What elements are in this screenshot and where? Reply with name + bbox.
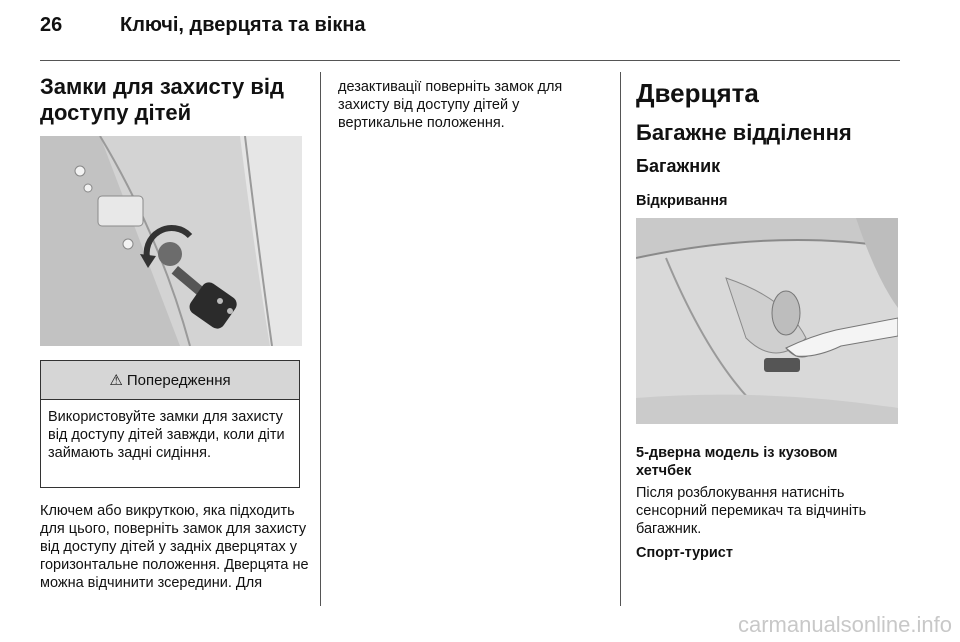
- column-divider-left: [320, 72, 321, 606]
- header-rule: [40, 60, 900, 61]
- watermark: carmanualsonline.info: [737, 612, 952, 637]
- child-locks-continuation: дезактивації поверніть замок для захисту від доступу дітей у вертикальне положення.: [338, 79, 563, 131]
- child-lock-illustration: [40, 136, 302, 346]
- boot-title: Багажник: [636, 156, 721, 176]
- sport-tourer-title: Спорт-турист: [636, 545, 733, 561]
- warning-text: Використовуйте замки для захисту від доступу дітей завжди, коли діти займають задні сидіння.: [48, 409, 285, 461]
- doors-title: Дверцята: [636, 78, 759, 108]
- hatchback-title: 5-дверна модель із кузовом хетчбек: [636, 445, 838, 479]
- hatchback-text: Після розблокування натисніть сенсорний перемикач та відчиніть багажник.: [636, 485, 867, 537]
- warning-header: [41, 361, 299, 400]
- trunk-title: Багажне відділення: [636, 120, 852, 145]
- trunk-opening-illustration: [636, 218, 898, 424]
- page-header-title: Ключі, дверцята та вікна: [120, 14, 366, 36]
- warning-box: [40, 360, 300, 488]
- warning-label: Попередження: [126, 371, 231, 389]
- warning-icon: ⚠: [109, 372, 123, 389]
- child-locks-paragraph: Ключем або викруткою, яка підходить для цього, поверніть замок для захисту від доступу дітей у задніх дверцятах у горизонтальне положення. Дверцята не можна відчинити зсередини. Для: [40, 503, 309, 591]
- child-locks-title: Замки для захисту від доступу дітей: [40, 74, 284, 125]
- opening-title: Відкривання: [636, 193, 728, 209]
- column-divider-right: [620, 72, 621, 606]
- page-number: 26: [40, 14, 63, 36]
